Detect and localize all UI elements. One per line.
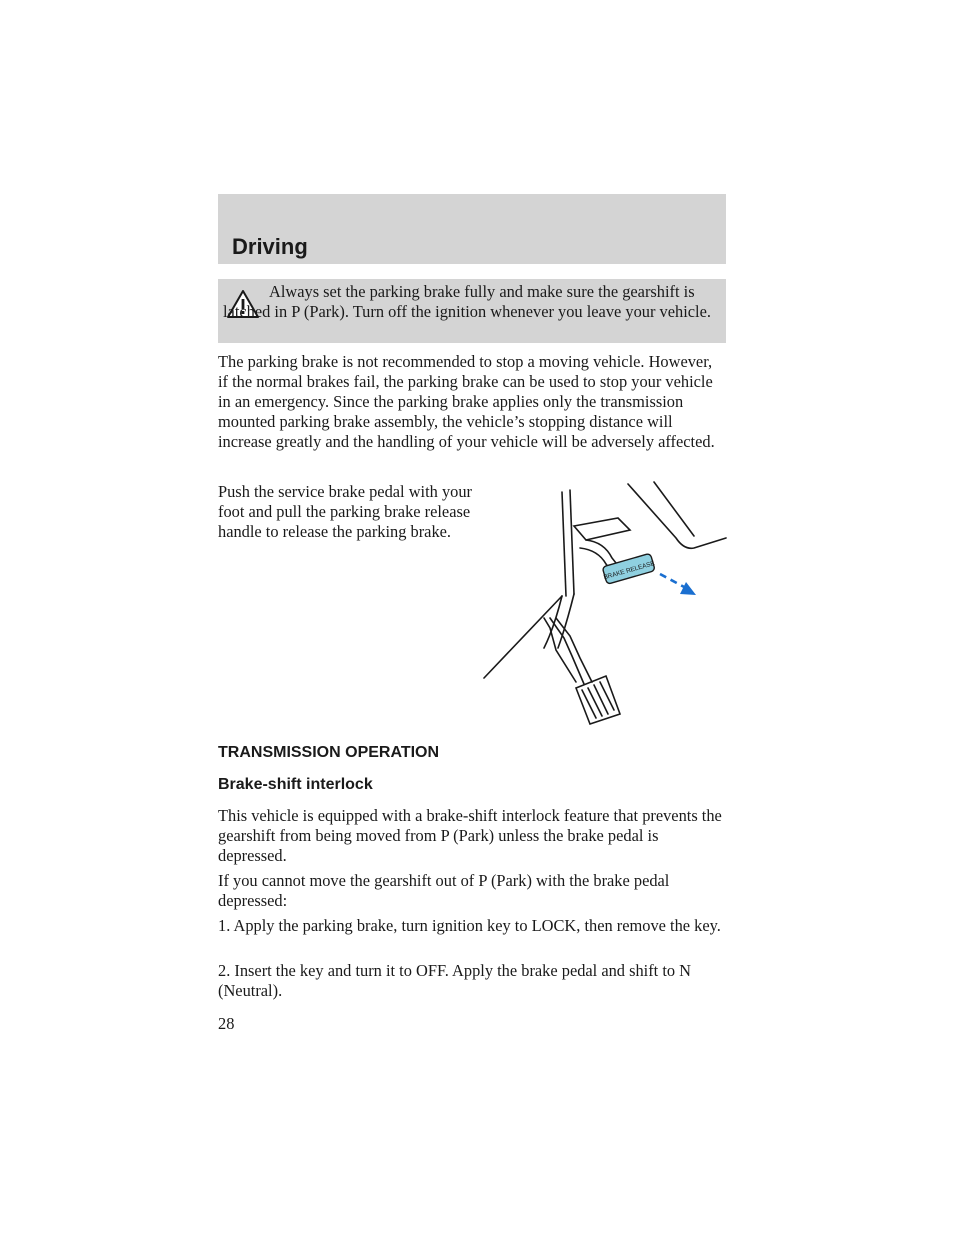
heading-transmission-operation: TRANSMISSION OPERATION — [218, 744, 440, 761]
parking-brake-illustration — [480, 478, 730, 728]
paragraph-cannot-move-gearshift: If you cannot move the gearshift out of P (Park) with the brake pedal depressed: — [218, 871, 670, 910]
paragraph-interlock-description: This vehicle is equipped with a brake-shift interlock feature that prevents the gearshift from being moved from P (Park) unless the brake pedal is depressed. — [218, 806, 722, 865]
step-2: 2. Insert the key and turn it to OFF. Apply the brake pedal and shift to N (Neutral). — [218, 961, 692, 1000]
step-1: 1. Apply the parking brake, turn ignition key to LOCK, then remove the key. — [218, 916, 721, 935]
paragraph-parking-brake-emergency: The parking brake is not recommended to stop a moving vehicle. However, if the normal brakes fail, the parking brake can be used to stop your vehicle in an emergency. Since the parking brake applies only the transmission mounted parking brake assembly, the vehicle’s stopping distance will increase greatly and the handling of your vehicle will be adversely affected. — [218, 352, 715, 451]
brake-release-label: BRAKE RELEASE — [602, 560, 656, 582]
pull-arrow-icon — [680, 582, 696, 595]
warning-text: Always set the parking brake fully and make sure the gearshift is latched in P (Park). Turn off the ignition whenever you leave your vehicle. — [223, 282, 711, 321]
page-number: 28 — [218, 1014, 235, 1033]
subheading-brake-shift-interlock: Brake-shift interlock — [218, 776, 373, 793]
section-title: Driving — [232, 234, 308, 259]
paragraph-release-instructions: Push the service brake pedal with your foot and pull the parking brake release handle to release the parking brake. — [218, 482, 472, 541]
